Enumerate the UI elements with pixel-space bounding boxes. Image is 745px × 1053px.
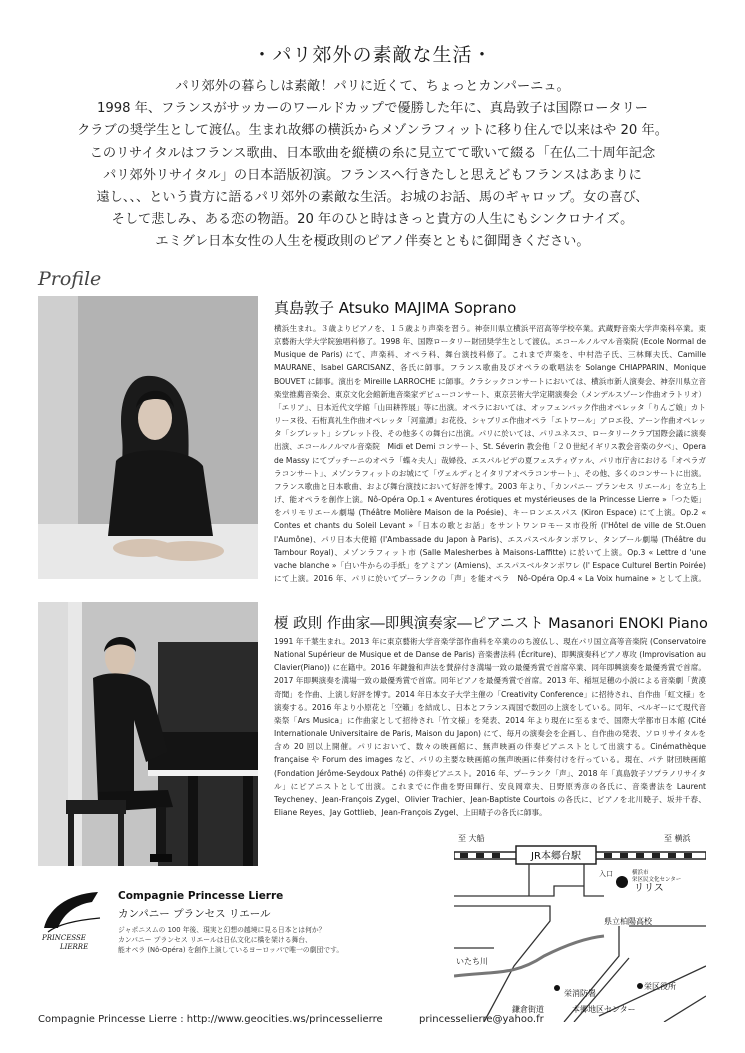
company-desc-line: カンパニー プランセス リエールは日仏文化に橋を架ける舞台、 — [118, 936, 312, 944]
pianist-bio: 1991 年千葉生まれ。2013 年に東京藝術大学音楽学部作曲科を卒業ののち渡仏し、現在パリ国立高等音楽院 (Conservatoire National Supérieur de Musique et de Danse de Paris) 音楽書法科 (Écriture)、即興演奏科ピアノ専攻 (Improvisation au Clavier(Piano)) に在籍中。2016 年鍵盤和声法を賛辞付き満場一致の最優秀賞で首席卒業、同年即興演奏を最優秀賞で首席。2017 年即興演奏を満場一致の最優秀賞で首席。同年ピアノを最優秀賞で首席。2013 年、稲垣足穂の小説による音楽劇「黄漠奇聞」を作曲、上演し好評を博す。2014 年日本女子大学主催の「Creativity Conference」に招待され、自作曲「虹文様」を演奏する。2016 年より小原花と「空籟」を結成し、日本とフランス両国で数回の上演をしている。同年、ベルギーにて現代音楽祭「Ars Musica」に作曲家として招待され「竹文様」を発表、2014 年より現在に至るまで、国際大学都市日本館 (Cité Internationale Universitaire de Paris, Maison du Japon) にて、毎月の演奏会を企画し、自作曲の発表、ソロリサイタルを含め 20 回以上開催。パリにおいて、数々の映画館に、無声映画の伴奏ピアニストとして出演する。Cinémathèque française や Forum des images など、パリの主要な映画館の無声映画に伴奏付けを行っている。現在、パテ 財団映画館 (Fondation Jérôme-Seydoux Pathé) の伴奏ピアニスト。2016 年、プーランク「声」、2018 年「真島敦子ソプラノリサイタル」にピアニストとして出演。これまでに作曲を野田暉行、安良岡章夫、日野原秀彦の各氏に、音楽書法を Laurent Teycheney、Jean-François Zygel、Olivier Trachier、Jean-Baptiste Courtois の各氏に、ピアノを北川暁子、坂井千春、Eliane Reyes、Jay Gottlieb、Jean-François Zygel、上田晴子の各氏に師事。 — [274, 637, 706, 818]
footer-website[interactable]: Compagnie Princesse Lierre : http://www.geocities.ws/princesselierre — [38, 1014, 383, 1025]
singer-photo — [38, 296, 258, 579]
map-fire-station: 栄消防署 — [564, 989, 596, 998]
map-to-yokohama: 至 横浜 — [664, 834, 691, 843]
singer-name: 真島敦子 Atsuko MAJIMA Soprano — [274, 299, 517, 317]
intro-line: 1998 年、フランスがサッカーのワールドカップで優勝した年に、真島敦子は国際ロータリー — [96, 101, 648, 117]
page-title: ・パリ郊外の素敵な生活・ — [252, 44, 493, 66]
map-ward-office: 栄区役所 — [644, 982, 676, 991]
map-center-name: リリス — [634, 883, 664, 894]
pianist-photo-art — [38, 602, 258, 866]
intro-line: エミグレ日本女性の人生を榎政則のピアノ伴奏とともに御聞きください。 — [155, 234, 590, 250]
map-school: 県立柏陽高校 — [604, 917, 652, 926]
pianist-photo — [38, 602, 258, 866]
map-river: いたち川 — [456, 957, 488, 966]
profile-heading: Profile — [38, 268, 102, 290]
singer-photo-art — [38, 296, 258, 579]
intro-line: クラブの奨学生として渡仏。生まれ故郷の横浜からメゾンラフィットに移り住んで以来はや 20 年。 — [77, 123, 668, 139]
map-station-label: JR本郷台駅 — [531, 851, 581, 862]
intro-line: このリサイタルはフランス歌曲、日本歌曲を縦横の糸に見立てて歌いて綴る「在仏二十周年記念 — [89, 145, 656, 161]
access-map — [454, 826, 706, 1022]
footer-contact — [38, 1014, 544, 1025]
intro-line: そして悲しみ、ある恋の物語。20 年のひと時はきっと貴方の人生にもシンクロナイズ。 — [111, 212, 634, 228]
intro-line: パリ郊外リサイタル」の日本語版初演。フランスへ行きたしと思えどもフランスはあまりに — [103, 167, 642, 183]
company-info — [118, 890, 438, 955]
footer-email[interactable]: princesselierre@yahoo.fr — [419, 1014, 544, 1025]
company-desc-line: 能オペラ (Nô-Opéra) を創作上演しているヨーロッパで唯一の劇団です。 — [118, 946, 344, 954]
map-kamakura-road: 鎌倉街道 — [512, 1005, 544, 1014]
intro-line: パリ郊外の暮らしは素敵！パリに近くて、ちょっとカンパーニュ。 — [175, 79, 570, 94]
map-entrance: 入口 — [599, 870, 613, 878]
map-library-center: 本郷地区センター — [572, 1005, 636, 1014]
company-logo-art — [38, 888, 108, 952]
company-logo — [38, 888, 108, 952]
company-name-en: Compagnie Princesse Lierre — [118, 890, 284, 902]
logo-line2: LIERRE — [60, 943, 89, 951]
access-map-art — [454, 826, 706, 1022]
map-to-ofuna: 至 大船 — [458, 834, 485, 843]
company-description — [118, 925, 438, 955]
singer-bio: 横浜生まれ。３歳よりピアノを、１５歳より声楽を習う。神奈川県立横浜平沼高等学校卒業。武蔵野音楽大学声楽科卒業。東京藝術大学大学院独唱科修了。1998 年、国際ロータリー財団奨学生として渡仏。エコールノルマル音楽院 (Ecole Normal de Musique de Paris) にて、声楽科、オペラ科、舞台演技科修了。これまで声楽を、中村浩子氏、三林輝夫氏、Camille MAURANE、Isabel GARCISANZ、各氏に師事。フランス歌曲及びオペラの歌唱法を Solange CHIAPPARIN、Monique BOUVET に師事。演出を Mireille LARROCHE に師事。クラシックコンサートにおいては、横浜市新人演奏会、神奈川県立音楽堂推薦音楽会、東京文化会館新進音楽家デビューコンサート、東京芸術大学定期演奏会（メンデルスゾーン作曲オラトリオ）「エリア」、日本近代文学館「山田耕筰展」等に出演。オペラにおいては、オッフェンバック作曲オペレッタ「りんご娘」カトリーヌ役、石桁真礼生作曲オペレッタ「河童譚」お花役、シャブリエ作曲オペラ「エトワール」アロエ役、アーン作曲オペレッタ「シブレット」シブレット役、その他多くの舞台に出演。パリに於いては、パリユネスコ、ロータリークラブ国際会議に演奏出演、エコールノルマル音楽院 Midi et Demi コンサート、St. Séverin 教会他「２０世紀イギリス教会音楽の夕べ」、Opera de Massy にてプッチーニのオペラ「蝶々夫人」哉婦役、エスパルビデの夏フェスティヴァル、パリ市庁舎における「オペラガラコンサート」、メゾンラフィットのお城にて「ヴェルディとイタリアオペラコンサート」、その他、多くのコンサートに出演。フランス歌曲と日本歌曲、および舞台演技において好評を博す。2003 年より、「カンパニー プランセス リエール」を立ち上げ、能オペラを創作上演。Nô-Opéra Op.1 « Aventures érotiques et mystérieuses de la Princesse Lierre »「つた姫」をパリモリエール劇場 (Théâtre Molière Maison de la Poésie)、キーロンエスパス (Kiron Espace) にて上演。Op.2 « Contes et chants du Soleil Levant »「日本の歌とお話」をサントワンロモーヌ市役所 (l'Hôtel de ville de St.Ouen l'Aumône)、パリ日本大使館 (l'Ambassade du Japon à Paris)、エスパスベルタンボワレ、タンブール劇場 (Théâtre du Tambour Royal)、メゾンラフィット市 (Salle Malesherbes à Maisons-Laffitte) に於いて上演。Op.3 « Lettre d 'une vache blanche »「白い牛からの手紙」をアミアン (Amiens)、エスパスベルタンボワレ (l' Espace Culturel Bertin Poirée) にて上演。2016 年、パリに於いてプーランクの「声」を能オペラ Nô-Opéra Op.4 « La Voix humaine » として上演。 — [274, 324, 706, 583]
map-center-small: 横浜市栄区民文化センター — [632, 870, 682, 883]
intro-text — [60, 76, 685, 254]
company-name-jp: カンパニー プランセス リエール — [118, 908, 271, 920]
pianist-name: 榎 政則 作曲家―即興演奏家―ピアニスト Masanori ENOKI Piano — [274, 616, 708, 632]
intro-line: 遠し、、、という貴方に語るパリ郊外の素敵な生活。お城のお話、馬のギャロップ。女の喜び、 — [96, 190, 649, 206]
company-desc-line: ジャポニスムの 100 年後、現実と幻想の越境に見る日本とは何か？ — [118, 926, 326, 934]
logo-line1: PRINCESSE — [42, 934, 86, 942]
